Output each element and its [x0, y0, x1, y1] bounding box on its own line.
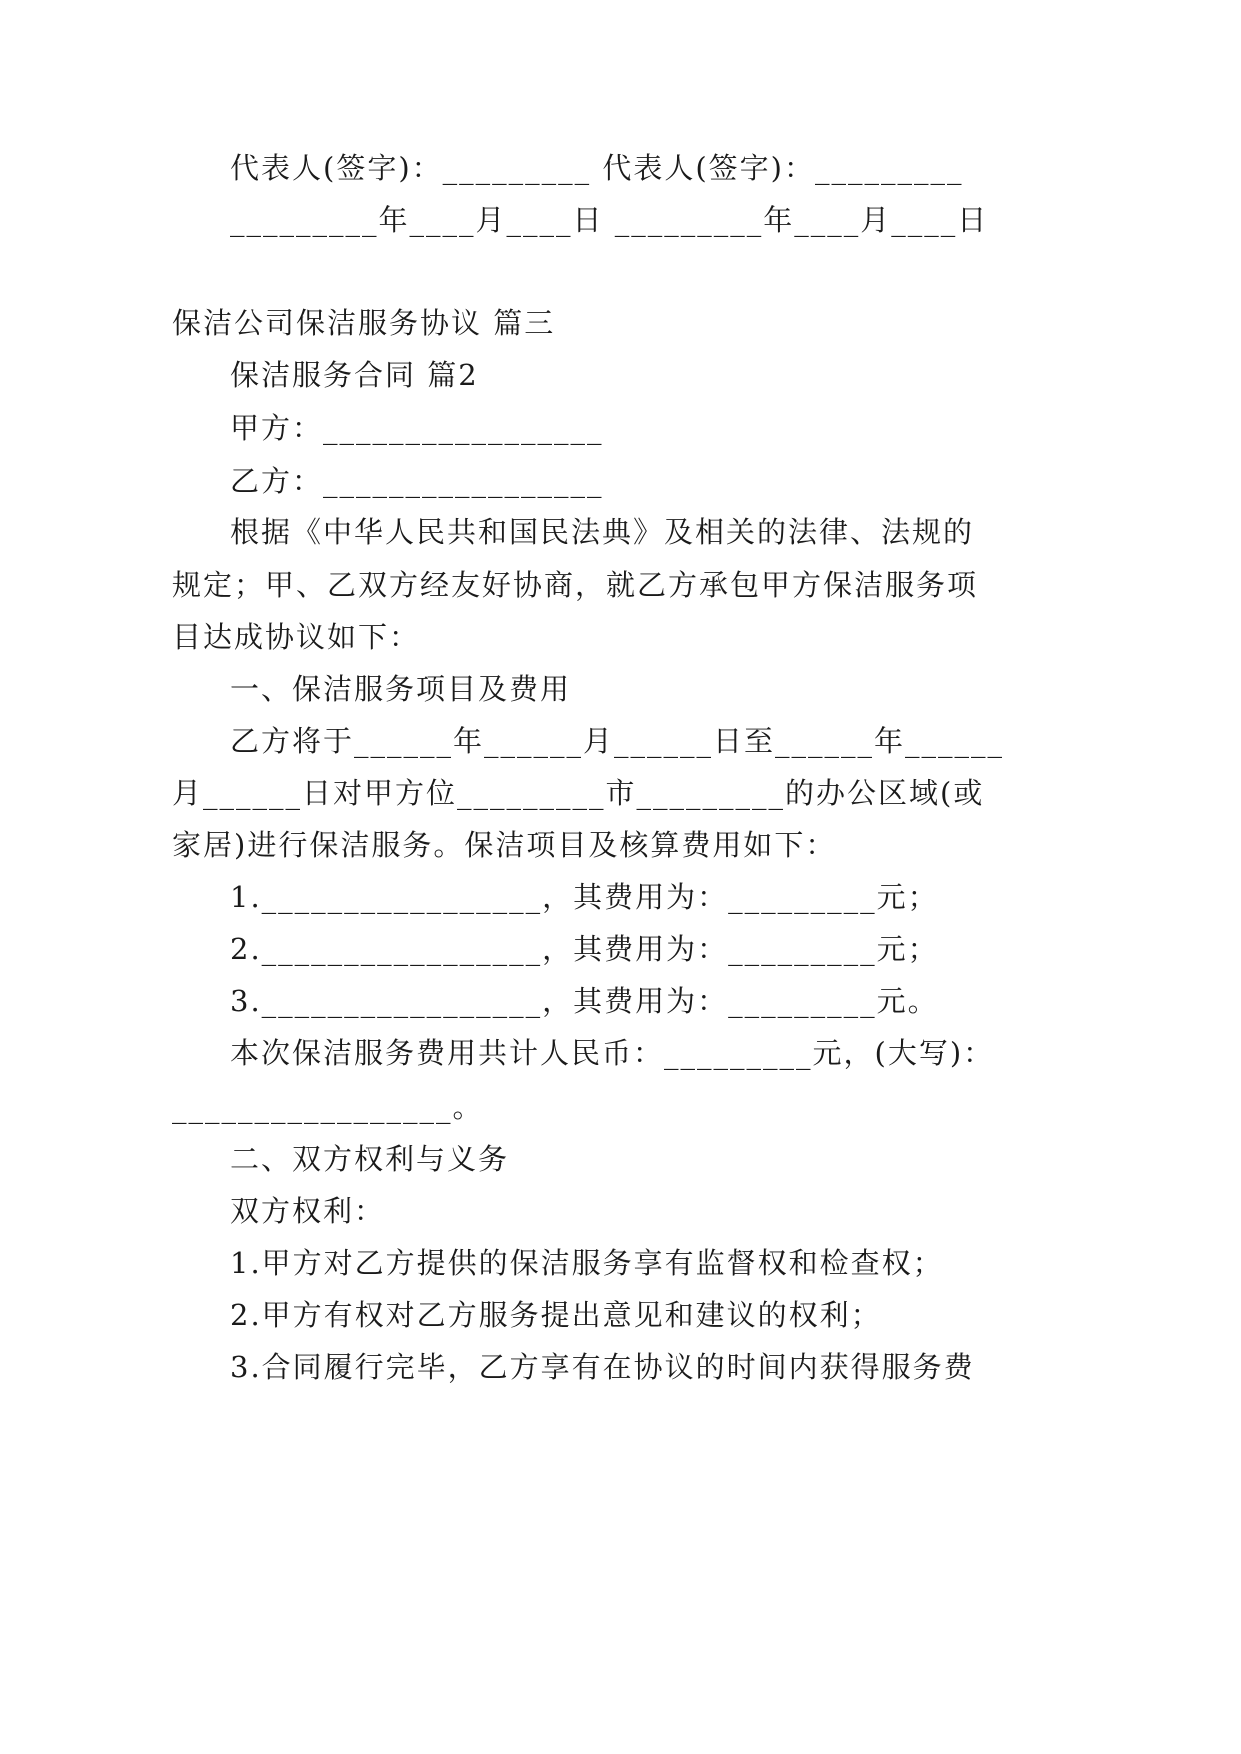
service-item-2: 2._________________，其费用为：_________元；: [230, 932, 939, 966]
preamble-line-3: 目达成协议如下：: [172, 620, 421, 654]
section1-heading: 一、保洁服务项目及费用: [230, 672, 572, 706]
right-item-3: 3.合同履行完毕，乙方享有在协议的时间内获得服务费: [230, 1350, 975, 1384]
section-title: 保洁公司保洁服务协议 篇三: [172, 306, 556, 340]
preamble-line-1: 根据《中华人民共和国民法典》及相关的法律、法规的: [230, 515, 975, 549]
service-period-line-2: 月______日对甲方位_________市_________的办公区域(或: [172, 776, 985, 810]
section2-heading: 二、双方权利与义务: [230, 1142, 510, 1176]
preamble-line-2: 规定；甲、乙双方经友好协商，就乙方承包甲方保洁服务项: [172, 568, 979, 602]
party-a-line: 甲方：_________________: [230, 411, 604, 445]
service-period-line-1: 乙方将于______年______月______日至______年______: [230, 724, 1005, 758]
rights-heading: 双方权利：: [230, 1194, 386, 1228]
contract-title: 保洁服务合同 篇2: [230, 358, 479, 392]
service-item-3: 3._________________，其费用为：_________元。: [230, 984, 939, 1018]
signature-rep-line: 代表人(签字)：_________ 代表人(签字)：_________: [230, 151, 964, 185]
party-b-line: 乙方：_________________: [230, 464, 604, 498]
right-item-1: 1.甲方对乙方提供的保洁服务享有监督权和检查权；: [230, 1246, 944, 1280]
service-period-line-3: 家居)进行保洁服务。保洁项目及核算费用如下：: [172, 828, 837, 862]
right-item-2: 2.甲方有权对乙方服务提出意见和建议的权利；: [230, 1298, 882, 1332]
service-item-1: 1._________________，其费用为：_________元；: [230, 880, 939, 914]
signature-date-line: _________年____月____日 _________年____月____日: [230, 203, 989, 237]
total-line-1: 本次保洁服务费用共计人民币：_________元，(大写)：: [230, 1036, 995, 1070]
total-line-2: _________________。: [172, 1090, 484, 1124]
